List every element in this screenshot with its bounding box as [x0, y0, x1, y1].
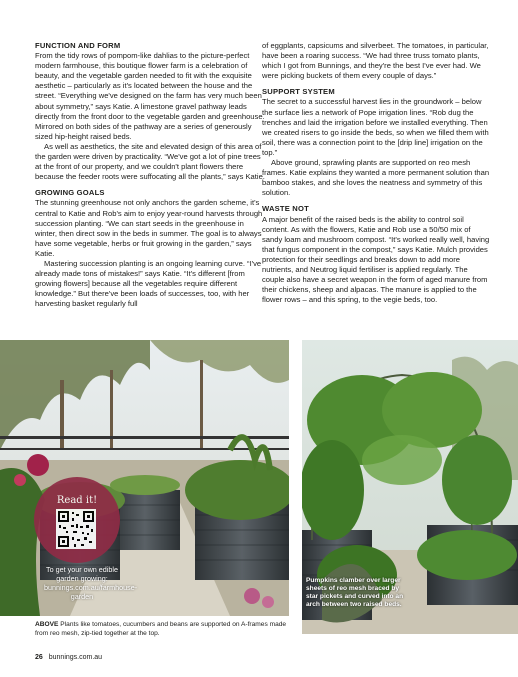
read-it-badge: [34, 477, 120, 563]
page-footer: [35, 654, 102, 661]
qr-code[interactable]: [56, 509, 96, 549]
paragraph: Above ground, sprawling plants are supported on reo mesh frames. Katie explains they wanted a more permanent solution than bamboo stakes, and she loves the neatness and symmetry of this solution.: [262, 158, 490, 198]
read-it-title: Read it!: [56, 495, 98, 506]
paragraph: A major benefit of the raised beds is the ability to control soil content. As with the flowers, Katie and Rob use a 50/50 mix of sandy loam and mushroom compost. “It's worked really well, having that fungus component in the compost,” says Katie. Mulch provides protection for their seedlings and breaks down to add more nutrients, and Neutrog liquid fertiliser is applied regularly. The couple also have a secret weapon in the form of aged manure from their chickens, sheep and alpacas. The manure is applied to the flower rows – and this spring, to the vegie beds, too.: [262, 214, 490, 305]
photo-caption-overlay: Pumpkins clamber over larger sheets of reo mesh braced by star pickets and curved into an arch between two raised beds.: [306, 577, 404, 608]
caption-text: Plants like tomatoes, cucumbers and beans are supported on A-frames made from reo mesh, zip-tied together at the top.: [35, 621, 287, 637]
paragraph: As well as aesthetics, the site and elevated design of this area of the garden were driven by practicality. “We've got a lot of pine trees at the front of our property, and we couldn't plant flowers there because the feeder roots were suffocating all the plants,” says Katie.: [35, 141, 265, 182]
read-it-text: To get your own edible garden growing: bunnings.com.au/farmhouse-garden: [44, 565, 138, 601]
left-column: [35, 41, 265, 309]
right-column: [262, 41, 492, 305]
caption-lead: ABOVE: [35, 621, 59, 628]
heading-waste-not: WASTE NOT: [262, 204, 309, 214]
paragraph: From the tidy rows of pompom-like dahlias to the picture-perfect modern farmhouse, this boutique flower farm is a celebration of beauty, and the vegetable garden needed to fit with the exquisite aesthetic – particularly as it's located between the house and the street. “Everything we've designed on the farm has very much been about symmetry,” says Katie. A limestone gravel pathway leads directly from the front door to the vegetable garden and greenhouse. Mirrored on both sides of the pathway are a series of generously sized hip-height raised beds.: [35, 51, 265, 141]
heading-support-system: SUPPORT SYSTEM: [262, 87, 335, 97]
paragraph: The stunning greenhouse not only anchors the garden scheme, it's central to Katie and Rob's aim to enjoy year-round harvests through succession planting. “We can start seeds in the greenhouse in winter, then direct sow in the beds in summer. The goal is to always have some vegetable, herbs or fruit growing in the garden,” says Katie.: [35, 198, 263, 258]
paragraph: Mastering succession planting is an ongoing learning curve. “I've already made tons of mistakes!” says Katie. “It's different [from growing flowers] because all the vegetables require different knowledge.” But there've been loads of successes, too, with her harvesting basket regularly full: [35, 258, 262, 309]
heading-function-and-form: FUNCTION AND FORM: [35, 41, 121, 50]
paragraph: of eggplants, capsicums and silverbeet. The tomatoes, in particular, have been a roaring success. “We had three truss tomato plants, which I got from Bunnings, and they're the best I've ever had. We were picking buckets of them every couple of days.”: [262, 41, 489, 81]
photo-caption: [35, 620, 293, 638]
qr-code-icon: [56, 509, 96, 549]
page-number: 26: [35, 654, 43, 661]
paragraph: The secret to a successful harvest lies in the groundwork – below the surface lies a network of Pope irrigation lines. “Rob dug the trenches and laid the irrigation before we installed everything. Then we created risers to go inside the beds, so when we filled them with soil, there was a connection point to the [drip line] irrigation on the top.”: [262, 97, 489, 157]
website: bunnings.com.au: [48, 654, 103, 661]
heading-growing-goals: GROWING GOALS: [35, 188, 105, 198]
